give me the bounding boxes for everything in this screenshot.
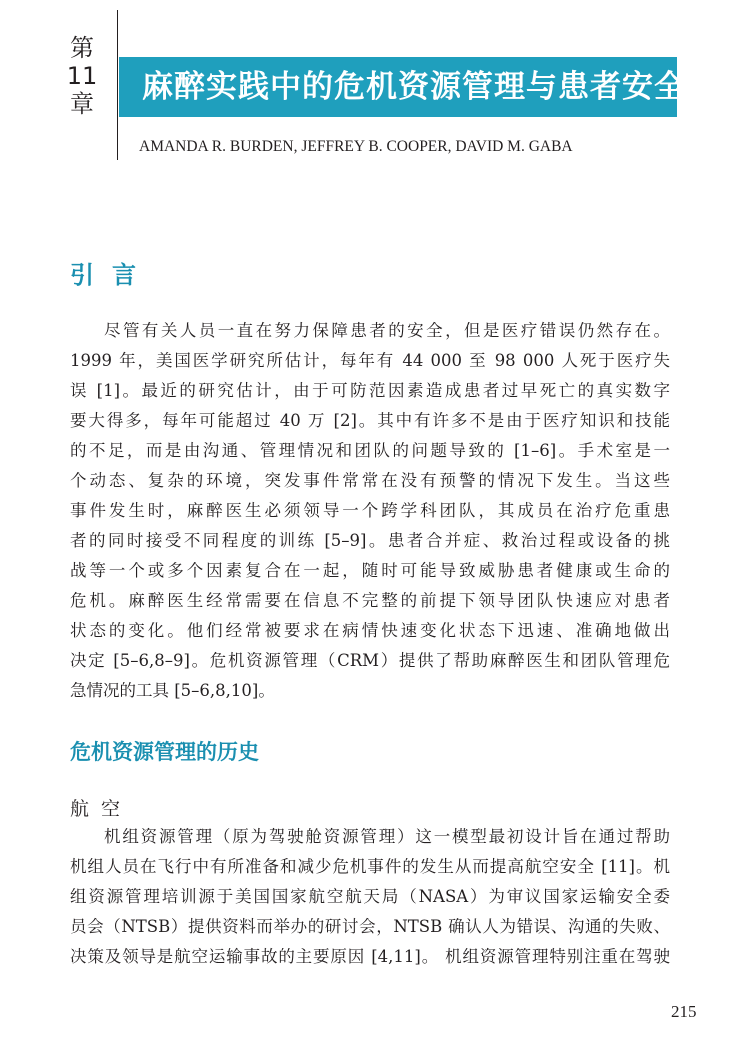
text-line: 的不足，而是由沟通、管理情况和团队的问题导致的 [1–6]。手术室是一 — [70, 441, 670, 460]
text-line: 组资源管理培训源于美国国家航空航天局（NASA）为审议国家运输安全委 — [70, 887, 670, 906]
text-line: 战等一个或多个因素复合在一起，随时可能导致威胁患者健康或生命的 — [70, 561, 670, 580]
text-line: 员会（NTSB）提供资料而举办的研讨会，NTSB 确认人为错误、沟通的失败、 — [70, 917, 670, 936]
text-line: 决定 [5–6,8–9]。危机资源管理（CRM）提供了帮助麻醉医生和团队管理危 — [70, 651, 670, 670]
chapter-char-bottom: 章 — [70, 90, 94, 118]
chapter-title: 麻醉实践中的危机资源管理与患者安全 — [142, 69, 686, 105]
text-line: 状态的变化。他们经常被要求在病情快速变化状态下迅速、准确地做出 — [70, 621, 670, 640]
text-line: 危机。麻醉医生经常需要在信息不完整的前提下领导团队快速应对患者 — [70, 591, 670, 610]
author-list: AMANDA R. BURDEN, JEFFREY B. COOPER, DAVID M. GABA — [139, 138, 573, 155]
text-line: 1999 年，美国医学研究所估计，每年有 44 000 至 98 000 人死于医疗失 — [70, 351, 670, 370]
page-number: 215 — [671, 1002, 697, 1021]
text-line: 机组人员在飞行中有所准备和减少危机事件的发生从而提高航空安全 [11]。机 — [70, 857, 670, 876]
text-line: 事件发生时，麻醉医生必须领导一个跨学科团队，其成员在治疗危重患 — [70, 501, 670, 520]
text-line: 误 [1]。最近的研究估计，由于可防范因素造成患者过早死亡的真实数字 — [70, 381, 670, 400]
chapter-label — [60, 34, 104, 118]
text-line: 要大得多，每年可能超过 40 万 [2]。其中有许多不是由于医疗知识和技能 — [70, 411, 670, 430]
vertical-rule — [117, 10, 118, 160]
section-heading-intro: 引言 — [70, 260, 154, 289]
text-line: 急情况的工具 [5–6,8,10]。 — [70, 681, 275, 700]
intro-paragraph — [70, 316, 670, 706]
history-paragraph — [70, 822, 670, 972]
text-line: 尽管有关人员一直在努力保障患者的安全，但是医疗错误仍然存在。 — [104, 321, 670, 340]
subsection-heading-aviation: 航空 — [70, 798, 133, 820]
text-line: 决策及领导是航空运输事故的主要原因 [4,11]。 机组资源管理特别注重在驾驶 — [70, 947, 670, 966]
chapter-char-top: 第 — [70, 34, 94, 62]
text-line: 者的同时接受不同程度的训练 [5–9]。患者合并症、救治过程或设备的挑 — [70, 531, 670, 550]
chapter-number: 11 — [66, 62, 98, 90]
text-line: 个动态、复杂的环境，突发事件常常在没有预警的情况下发生。当这些 — [70, 471, 670, 490]
section-heading-history: 危机资源管理的历史 — [70, 739, 259, 764]
text-line: 机组资源管理（原为驾驶舱资源管理）这一模型最初设计旨在通过帮助 — [104, 827, 670, 846]
